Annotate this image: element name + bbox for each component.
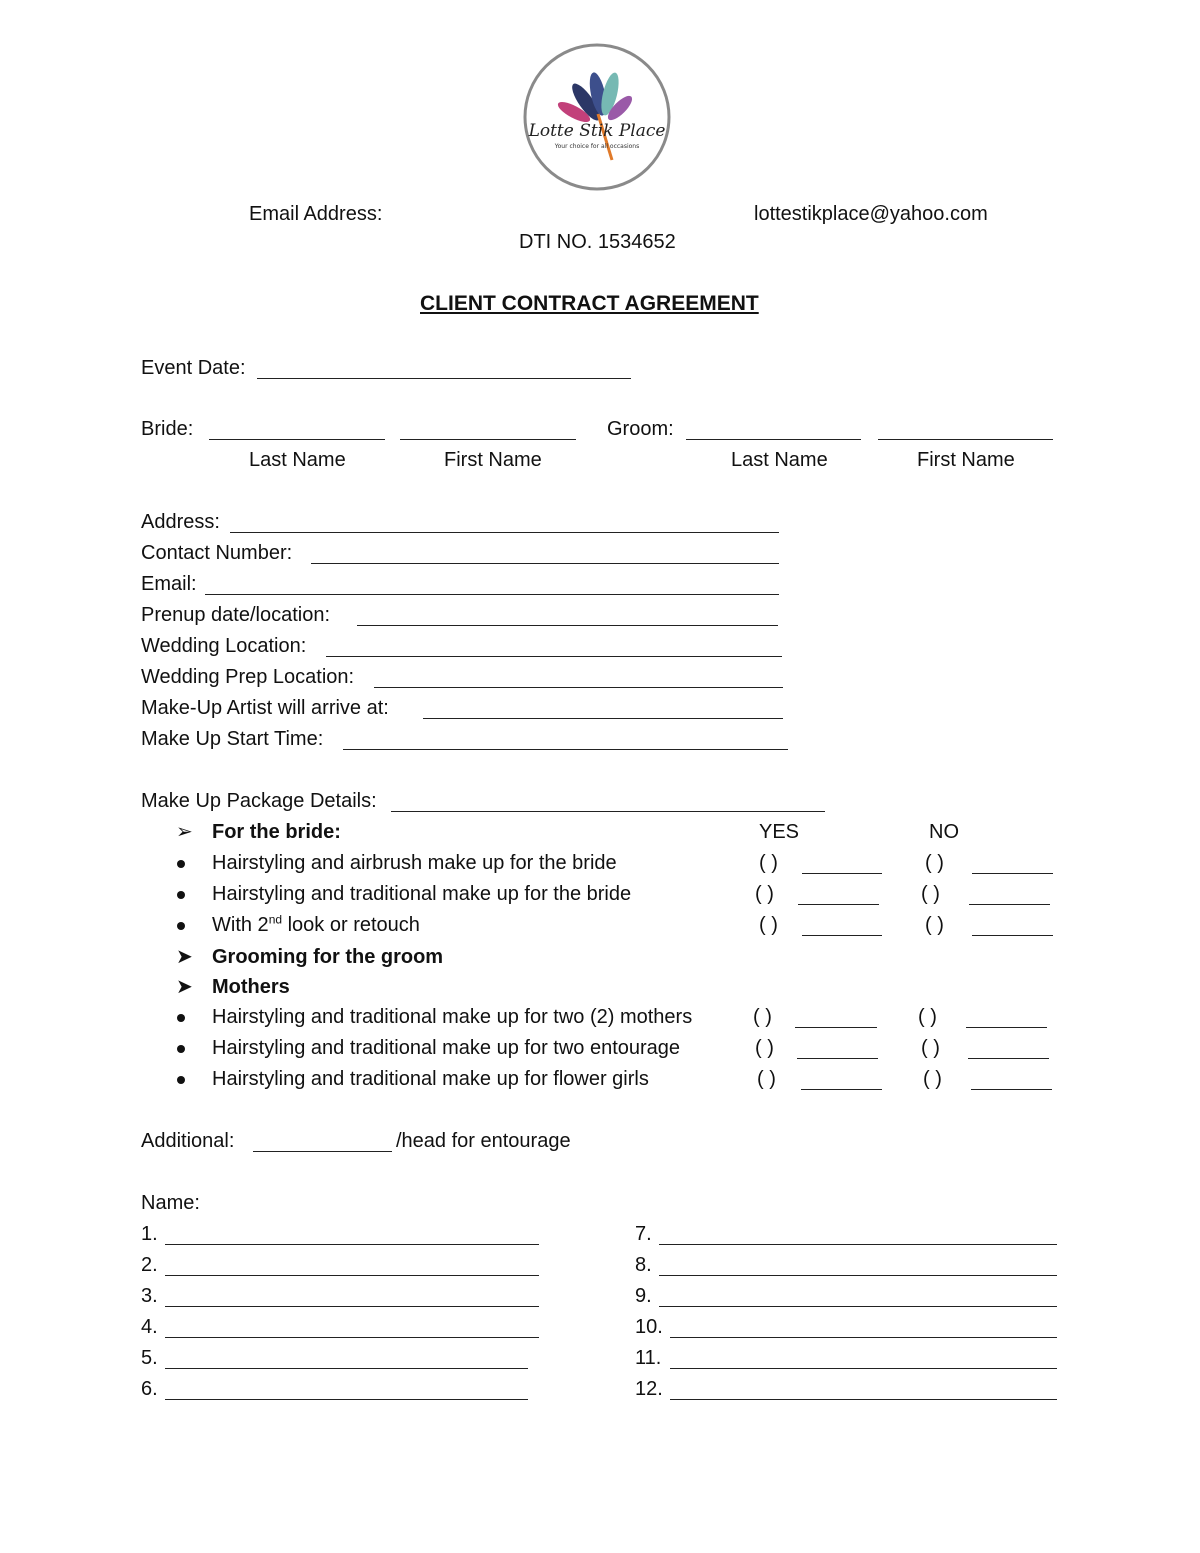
mua-arrival-line[interactable] bbox=[423, 718, 783, 719]
mua-arrival-label: Make-Up Artist will arrive at: bbox=[141, 697, 389, 719]
no-checkbox-mothers[interactable]: ( ) bbox=[918, 1006, 937, 1028]
arrow-bullet-icon: ➢ bbox=[176, 821, 193, 843]
email-value: lottestikplace@yahoo.com bbox=[754, 203, 988, 225]
additional-label: Additional: bbox=[141, 1130, 235, 1152]
second-look-text: look or retouch bbox=[287, 914, 420, 936]
yes-checkbox-mothers[interactable]: ( ) bbox=[753, 1006, 772, 1028]
no-checkbox-second-look[interactable]: ( ) bbox=[925, 914, 944, 936]
groom-label: Groom: bbox=[607, 418, 674, 440]
package-item-airbrush: Hairstyling and airbrush make up for the bride bbox=[212, 852, 617, 874]
wedding-location-line[interactable] bbox=[326, 656, 782, 657]
name-number-2: 2. bbox=[141, 1254, 158, 1276]
event-date-line[interactable] bbox=[257, 378, 631, 379]
name-number-4: 4. bbox=[141, 1316, 158, 1338]
bullet-icon bbox=[177, 922, 185, 930]
yes-line-mothers[interactable] bbox=[795, 1027, 877, 1028]
second-look-prefix: With 2 bbox=[212, 914, 269, 936]
no-checkbox-flower-girls[interactable]: ( ) bbox=[923, 1068, 942, 1090]
bullet-icon bbox=[177, 860, 185, 868]
no-checkbox-airbrush[interactable]: ( ) bbox=[925, 852, 944, 874]
yes-line-second-look[interactable] bbox=[802, 935, 882, 936]
start-time-line[interactable] bbox=[343, 749, 788, 750]
prenup-line[interactable] bbox=[357, 625, 778, 626]
bride-first-name-line[interactable] bbox=[400, 439, 576, 440]
name-line-1[interactable] bbox=[165, 1244, 539, 1245]
name-number-1: 1. bbox=[141, 1223, 158, 1245]
arrow-bullet-icon: ➤ bbox=[176, 976, 193, 998]
yes-column-header: YES bbox=[759, 821, 800, 843]
arrow-bullet-icon: ➤ bbox=[176, 946, 193, 968]
no-line-entourage[interactable] bbox=[968, 1058, 1049, 1059]
bullet-icon bbox=[177, 1014, 185, 1022]
prenup-label: Prenup date/location: bbox=[141, 604, 331, 626]
package-item-second-look bbox=[212, 913, 420, 937]
dti-number: DTI NO. 1534652 bbox=[519, 231, 676, 253]
names-label: Name: bbox=[141, 1192, 200, 1214]
email-field-label: Email: bbox=[141, 573, 197, 595]
start-time-label: Make Up Start Time: bbox=[141, 728, 324, 750]
name-line-6[interactable] bbox=[165, 1399, 528, 1400]
yes-checkbox-traditional-bride[interactable]: ( ) bbox=[755, 883, 774, 905]
second-look-sup: nd bbox=[268, 912, 283, 927]
name-number-3: 3. bbox=[141, 1285, 158, 1307]
bullet-icon bbox=[177, 1045, 185, 1053]
name-line-11[interactable] bbox=[670, 1368, 1057, 1369]
bride-last-name-caption: Last Name bbox=[249, 449, 346, 471]
address-line[interactable] bbox=[230, 532, 779, 533]
yes-checkbox-airbrush[interactable]: ( ) bbox=[759, 852, 778, 874]
name-number-10: 10. bbox=[635, 1316, 663, 1338]
yes-line-traditional-bride[interactable] bbox=[798, 904, 879, 905]
package-line[interactable] bbox=[391, 811, 825, 812]
groom-last-name-caption: Last Name bbox=[731, 449, 828, 471]
email-label: Email Address: bbox=[249, 203, 383, 225]
grooming-heading: Grooming for the groom bbox=[212, 946, 444, 968]
name-line-8[interactable] bbox=[659, 1275, 1057, 1276]
event-date-label: Event Date: bbox=[141, 357, 246, 379]
name-number-5: 5. bbox=[141, 1347, 158, 1369]
no-line-flower-girls[interactable] bbox=[971, 1089, 1052, 1090]
name-number-11: 11. bbox=[635, 1347, 662, 1369]
bullet-icon bbox=[177, 1076, 185, 1084]
yes-line-airbrush[interactable] bbox=[802, 873, 882, 874]
package-label: Make Up Package Details: bbox=[141, 790, 377, 812]
name-number-12: 12. bbox=[635, 1378, 663, 1400]
additional-suffix: /head for entourage bbox=[396, 1130, 571, 1152]
groom-first-name-line[interactable] bbox=[878, 439, 1053, 440]
name-number-6: 6. bbox=[141, 1378, 158, 1400]
contact-number-label: Contact Number: bbox=[141, 542, 293, 564]
yes-checkbox-entourage[interactable]: ( ) bbox=[755, 1037, 774, 1059]
logo-tagline: Your choice for all occasions bbox=[554, 143, 640, 150]
package-item-mothers: Hairstyling and traditional make up for two (2) mothers bbox=[212, 1006, 693, 1028]
name-number-9: 9. bbox=[635, 1285, 652, 1307]
package-item-flower-girls: Hairstyling and traditional make up for flower girls bbox=[212, 1068, 649, 1090]
bullet-icon bbox=[177, 891, 185, 899]
for-bride-heading: For the bride: bbox=[212, 821, 341, 843]
name-line-2[interactable] bbox=[165, 1275, 539, 1276]
company-logo bbox=[520, 42, 675, 192]
email-field-line[interactable] bbox=[205, 594, 779, 595]
contact-number-line[interactable] bbox=[311, 563, 779, 564]
name-line-3[interactable] bbox=[165, 1306, 539, 1307]
yes-line-flower-girls[interactable] bbox=[801, 1089, 882, 1090]
address-label: Address: bbox=[141, 511, 220, 533]
package-item-traditional-bride: Hairstyling and traditional make up for the bride bbox=[212, 883, 632, 905]
no-line-traditional-bride[interactable] bbox=[969, 904, 1050, 905]
additional-line[interactable] bbox=[253, 1151, 392, 1152]
groom-first-name-caption: First Name bbox=[917, 449, 1015, 471]
name-line-12[interactable] bbox=[670, 1399, 1057, 1400]
name-line-5[interactable] bbox=[165, 1368, 528, 1369]
groom-last-name-line[interactable] bbox=[686, 439, 861, 440]
yes-checkbox-second-look[interactable]: ( ) bbox=[759, 914, 778, 936]
name-line-10[interactable] bbox=[670, 1337, 1057, 1338]
mothers-heading: Mothers bbox=[212, 976, 290, 998]
logo-text: Lotte Stik Place bbox=[528, 121, 666, 141]
no-line-airbrush[interactable] bbox=[972, 873, 1053, 874]
no-line-second-look[interactable] bbox=[972, 935, 1053, 936]
bride-first-name-caption: First Name bbox=[444, 449, 542, 471]
page-title: CLIENT CONTRACT AGREEMENT bbox=[420, 292, 759, 315]
yes-line-entourage[interactable] bbox=[797, 1058, 878, 1059]
name-line-7[interactable] bbox=[659, 1244, 1057, 1245]
wedding-location-label: Wedding Location: bbox=[141, 635, 307, 657]
name-number-7: 7. bbox=[635, 1223, 652, 1245]
yes-checkbox-flower-girls[interactable]: ( ) bbox=[757, 1068, 776, 1090]
no-checkbox-traditional-bride[interactable]: ( ) bbox=[921, 883, 940, 905]
bride-label: Bride: bbox=[141, 418, 194, 440]
bride-last-name-line[interactable] bbox=[209, 439, 385, 440]
name-line-4[interactable] bbox=[165, 1337, 539, 1338]
no-column-header: NO bbox=[929, 821, 959, 843]
name-line-9[interactable] bbox=[659, 1306, 1057, 1307]
wedding-prep-location-line[interactable] bbox=[374, 687, 783, 688]
no-line-mothers[interactable] bbox=[966, 1027, 1047, 1028]
wedding-prep-location-label: Wedding Prep Location: bbox=[141, 666, 355, 688]
name-number-8: 8. bbox=[635, 1254, 652, 1276]
no-checkbox-entourage[interactable]: ( ) bbox=[921, 1037, 940, 1059]
package-item-entourage: Hairstyling and traditional make up for two entourage bbox=[212, 1037, 681, 1059]
